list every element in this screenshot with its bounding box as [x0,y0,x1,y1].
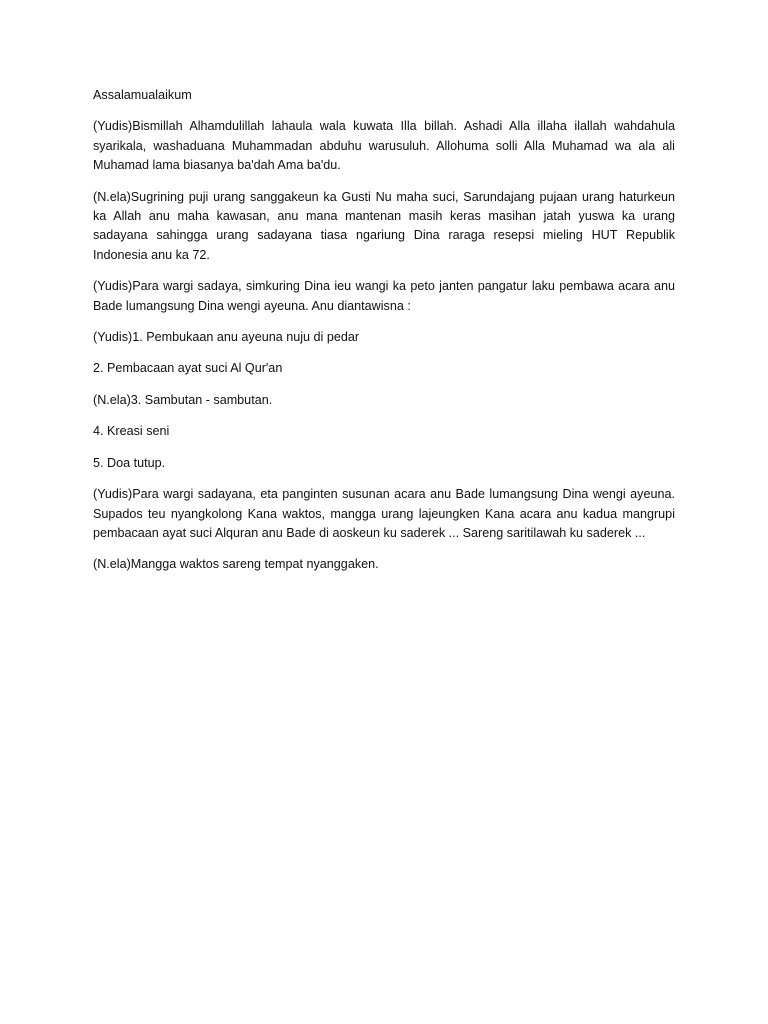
agenda-item-1: (Yudis)1. Pembukaan anu ayeuna nuju di pedar [93,330,360,345]
paragraph-final: (N.ela)Mangga waktos sareng tempat nyanggaken. [93,557,379,572]
document-page [93,86,675,587]
paragraph-praise: (N.ela)Sugrining puji urang sanggakeun ka Gusti Nu maha suci, Sarundajang pujaan urang haturkeun ka Allah anu maha kawasan, anu mana mantenan masih keras masihan jatah yuswa ka urang sadayana sahingga urang sadayana tiasa ngariung Dina raraga resepsi mieling HUT Republik Indonesia anu ka 72. [93,189,675,262]
agenda-item-3: (N.ela)3. Sambutan - sambutan. [93,392,273,407]
paragraph-closing: (Yudis)Para wargi sadayana, eta panginten susunan acara anu Bade lumangsung Dina wengi ayeuna. Supados teu nyangkolong Kana waktos, mangga urang lajeungken Kana acara anu kadua mangrupi pembacaan ayat suci Alquran anu Bade di aoskeun ku saderek ... Sareng saritilawah ku saderek ... [93,487,675,540]
paragraph-introduction: (Yudis)Para wargi sadaya, simkuring Dina ieu wangi ka peto janten pangatur laku pembawa acara anu Bade lumangsung Dina wengi ayeuna. Anu diantawisna : [93,279,675,313]
agenda-item-5: 5. Doa tutup. [93,455,166,470]
greeting-text: Assalamualaikum [93,88,192,102]
paragraph-opening: (Yudis)Bismillah Alhamdulillah lahaula wala kuwata Illa billah. Ashadi Alla illaha ilallah wahdahula syarikala, washaduana Muhammadan abduhu warusuluh. Allohuma solli Alla Muhamad wa ala ali Muhamad lama biasanya ba'dah Ama ba'du. [93,119,675,173]
agenda-item-2: 2. Pembacaan ayat suci Al Qur'an [93,361,283,376]
agenda-item-4: 4. Kreasi seni [93,424,170,439]
